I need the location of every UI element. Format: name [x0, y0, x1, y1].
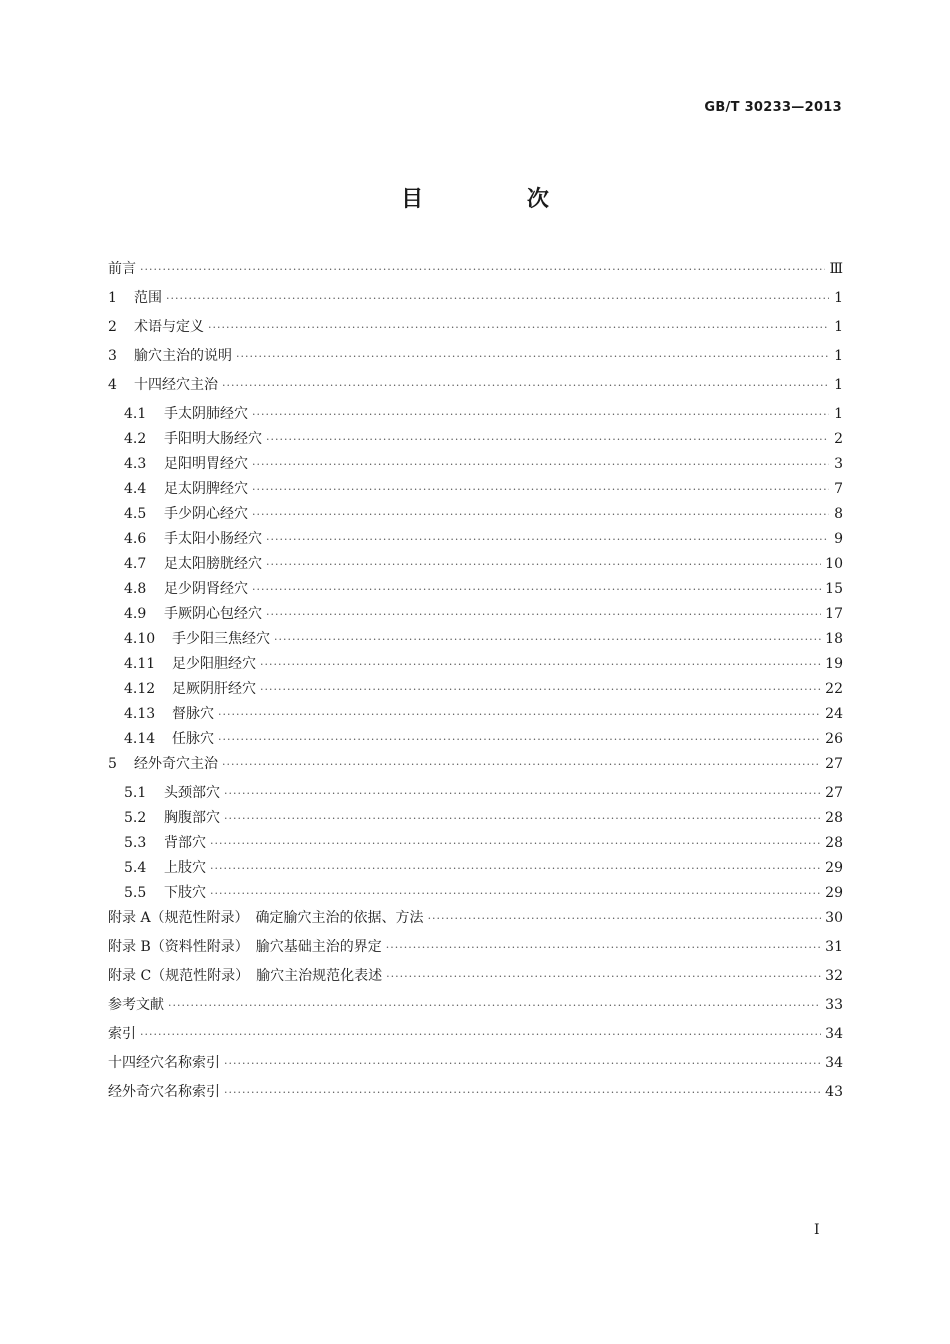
toc-entry-number: 4.3 — [124, 456, 147, 472]
toc-entry[interactable] — [108, 1023, 843, 1052]
dot-leader — [218, 708, 821, 721]
toc-entry-page: 34 — [825, 1026, 843, 1042]
toc-entry-label: 任脉穴 — [172, 731, 214, 747]
toc-entry-label: 十四经穴名称索引 — [108, 1055, 220, 1071]
dot-leader — [266, 433, 829, 446]
toc-entry-page: 30 — [825, 910, 843, 926]
dot-leader — [428, 912, 822, 925]
dot-leader — [224, 812, 821, 825]
toc-entry-page: 29 — [825, 885, 843, 901]
toc-entry[interactable] — [108, 1052, 843, 1081]
toc-entry-label: 足少阴肾经穴 — [164, 581, 248, 597]
toc-entry-page: 26 — [825, 731, 843, 747]
toc-entry[interactable] — [108, 936, 843, 965]
toc-entry-number: 5.2 — [124, 810, 147, 826]
toc-entry[interactable] — [108, 603, 843, 628]
toc-entry-page: 10 — [825, 556, 843, 572]
toc-entry-number: 5 — [108, 756, 117, 772]
dot-leader — [224, 787, 821, 800]
toc-entry-page: 8 — [834, 506, 843, 522]
toc-entry[interactable] — [108, 782, 843, 807]
toc-entry[interactable] — [108, 965, 843, 994]
toc-entry-label: 足阳明胃经穴 — [164, 456, 248, 472]
dot-leader — [140, 263, 825, 276]
toc-entry-label: 参考文献 — [108, 997, 164, 1013]
dot-leader — [266, 533, 829, 546]
toc-entry-label: 头颈部穴 — [164, 785, 220, 801]
toc-entry-label: 手少阴心经穴 — [164, 506, 248, 522]
toc-entry-page: 34 — [825, 1055, 843, 1071]
toc-entry[interactable] — [108, 807, 843, 832]
toc-entry[interactable] — [108, 703, 843, 728]
toc-entry-number: 5.3 — [124, 835, 147, 851]
dot-leader — [252, 483, 829, 496]
toc-entry[interactable] — [108, 728, 843, 753]
toc-entry[interactable] — [108, 403, 843, 428]
toc-entry-label: 经外奇穴主治 — [134, 756, 218, 772]
toc-entry-number: 4 — [108, 377, 117, 393]
dot-leader — [210, 837, 821, 850]
toc-entry[interactable] — [108, 678, 843, 703]
toc-entry[interactable] — [108, 753, 843, 782]
standard-number: GB/T 30233—2013 — [704, 100, 842, 115]
toc-entry-label: 索引 — [108, 1026, 136, 1042]
toc-entry[interactable] — [108, 578, 843, 603]
page-title: 目 次 — [401, 187, 597, 212]
toc-entry-label: 下肢穴 — [164, 885, 206, 901]
toc-entry-number: 5.1 — [124, 785, 147, 801]
toc-entry-page: 3 — [834, 456, 843, 472]
toc-entry[interactable] — [108, 882, 843, 907]
toc-entry[interactable] — [108, 553, 843, 578]
toc-entry-number: 4.12 — [124, 681, 156, 697]
dot-leader — [236, 350, 829, 363]
dot-leader — [252, 408, 829, 421]
toc-entry-label: 督脉穴 — [172, 706, 214, 722]
toc-entry-label: 上肢穴 — [164, 860, 206, 876]
toc-entry-label: 手太阴肺经穴 — [164, 406, 248, 422]
toc-entry-page: 18 — [825, 631, 843, 647]
dot-leader — [266, 558, 821, 571]
toc-entry-label: 手厥阴心包经穴 — [164, 606, 262, 622]
dot-leader — [168, 999, 821, 1012]
dot-leader — [208, 321, 829, 334]
dot-leader — [222, 758, 821, 771]
toc-entry-number: 5.4 — [124, 860, 147, 876]
toc-entry[interactable] — [108, 453, 843, 478]
dot-leader — [210, 862, 821, 875]
toc-entry-number: 2 — [108, 319, 117, 335]
toc-entry[interactable] — [108, 628, 843, 653]
toc-entry-number: 5.5 — [124, 885, 147, 901]
toc-entry-page: 22 — [825, 681, 843, 697]
toc-entry[interactable] — [108, 374, 843, 403]
dot-leader — [140, 1028, 821, 1041]
toc-entry-label: 足太阴脾经穴 — [164, 481, 248, 497]
toc-entry-number: 4.4 — [124, 481, 147, 497]
toc-entry-number: 4.6 — [124, 531, 147, 547]
toc-entry-label: 手太阳小肠经穴 — [164, 531, 262, 547]
page-number: I — [814, 1222, 820, 1238]
toc-entry-label: 足厥阴肝经穴 — [172, 681, 256, 697]
dot-leader — [260, 683, 821, 696]
toc-entry-page: 29 — [825, 860, 843, 876]
toc-entry[interactable] — [108, 994, 843, 1023]
toc-entry[interactable] — [108, 907, 843, 936]
dot-leader — [210, 887, 821, 900]
dot-leader — [260, 658, 821, 671]
toc-entry-label: 手少阳三焦经穴 — [172, 631, 270, 647]
dot-leader — [386, 941, 821, 954]
toc-entry[interactable] — [108, 528, 843, 553]
toc-entry-label: 十四经穴主治 — [134, 377, 218, 393]
toc-entry-page: 43 — [825, 1084, 843, 1100]
toc-entry-label: 腧穴主治的说明 — [134, 348, 232, 364]
toc-entry-label: 手阳明大肠经穴 — [164, 431, 262, 447]
toc-entry-number: 4.11 — [124, 656, 156, 672]
toc-entry-page: 1 — [834, 348, 843, 364]
toc-entry-page: 19 — [825, 656, 843, 672]
toc-entry-number: 4.7 — [124, 556, 147, 572]
toc-entry-label: 前言 — [108, 261, 136, 277]
dot-leader — [252, 458, 829, 471]
toc-entry-number: 4.14 — [124, 731, 156, 747]
toc-entry[interactable] — [108, 428, 843, 453]
toc-entry-page: 1 — [834, 319, 843, 335]
toc-entry[interactable] — [108, 258, 843, 287]
toc-entry-page: 2 — [834, 431, 843, 447]
toc-entry-number: 4.9 — [124, 606, 147, 622]
toc-entry-number: 4.5 — [124, 506, 147, 522]
dot-leader — [166, 292, 829, 305]
dot-leader — [218, 733, 821, 746]
toc-entry-label: 经外奇穴名称索引 — [108, 1084, 220, 1100]
dot-leader — [224, 1057, 821, 1070]
dot-leader — [252, 508, 829, 521]
dot-leader — [266, 608, 821, 621]
toc-entry[interactable] — [108, 832, 843, 857]
dot-leader — [224, 1086, 821, 1099]
toc-entry-page: 31 — [825, 939, 843, 955]
toc-entry[interactable] — [108, 287, 843, 316]
toc-entry[interactable] — [108, 1081, 843, 1110]
toc-entry-page: 1 — [834, 377, 843, 393]
toc-entry-label: 附录 B（资料性附录） 腧穴基础主治的界定 — [108, 939, 382, 955]
toc-entry-number: 1 — [108, 290, 117, 306]
toc-entry-page: 1 — [834, 406, 843, 422]
toc-entry-page: 32 — [825, 968, 843, 984]
toc-entry-page: 24 — [825, 706, 843, 722]
toc-entry-page: Ⅲ — [829, 261, 843, 277]
toc-entry-page: 1 — [834, 290, 843, 306]
toc-entry-label: 足少阳胆经穴 — [172, 656, 256, 672]
dot-leader — [274, 633, 821, 646]
toc-entry-number: 3 — [108, 348, 117, 364]
toc-entry-page: 27 — [825, 756, 843, 772]
toc-entry-label: 术语与定义 — [134, 319, 204, 335]
toc-entry-label: 胸腹部穴 — [164, 810, 220, 826]
toc-entry[interactable] — [108, 857, 843, 882]
toc-entry-page: 9 — [834, 531, 843, 547]
toc-entry[interactable] — [108, 503, 843, 528]
dot-leader — [386, 970, 821, 983]
toc-entry-number: 4.2 — [124, 431, 147, 447]
toc-entry-page: 17 — [825, 606, 843, 622]
toc-entry-page: 28 — [825, 835, 843, 851]
dot-leader — [222, 379, 829, 392]
toc-entry-page: 15 — [825, 581, 843, 597]
toc-entry-number: 4.13 — [124, 706, 156, 722]
toc-entry[interactable] — [108, 478, 843, 503]
toc-entry-page: 27 — [825, 785, 843, 801]
toc-entry-label: 范围 — [134, 290, 162, 306]
toc-entry-number: 4.8 — [124, 581, 147, 597]
toc-entry-label: 背部穴 — [164, 835, 206, 851]
toc-entry[interactable] — [108, 653, 843, 678]
toc-entry-page: 7 — [834, 481, 843, 497]
toc-entry[interactable] — [108, 345, 843, 374]
toc-entry-number: 4.1 — [124, 406, 147, 422]
toc-entry-page: 33 — [825, 997, 843, 1013]
toc-entry[interactable] — [108, 316, 843, 345]
toc-entry-number: 4.10 — [124, 631, 156, 647]
dot-leader — [252, 583, 821, 596]
toc-entry-page: 28 — [825, 810, 843, 826]
toc-entry-label: 附录 A（规范性附录） 确定腧穴主治的依据、方法 — [108, 910, 424, 926]
toc-entry-label: 足太阳膀胱经穴 — [164, 556, 262, 572]
table-of-contents — [108, 258, 843, 1110]
toc-entry-label: 附录 C（规范性附录） 腧穴主治规范化表述 — [108, 968, 383, 984]
